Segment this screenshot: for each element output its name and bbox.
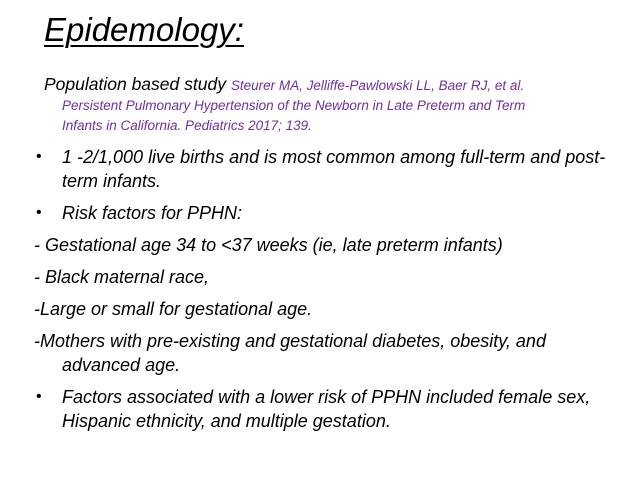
bullet-icon: • <box>36 148 42 165</box>
list-item-text: Factors associated with a lower risk of PPHN included female sex, Hispanic ethnicity, and multiple gestation. <box>62 387 591 431</box>
slide-title: Epidemology: <box>44 11 244 48</box>
content-list <box>34 145 624 441</box>
study-label: Population based study <box>44 74 226 94</box>
bullet-icon: • <box>36 204 42 221</box>
list-item-text: - Gestational age 34 to <37 weeks (ie, late preterm infants) <box>34 235 503 255</box>
list-item-text: - Black maternal race, <box>34 267 210 287</box>
study-reference <box>44 74 604 136</box>
list-item-text: -Mothers with pre-existing and gestational diabetes, obesity, and advanced age. <box>34 331 546 375</box>
citation-line-2: Persistent Pulmonary Hypertension of the Newborn in Late Preterm and Term <box>62 98 526 113</box>
list-item <box>34 385 624 433</box>
list-item <box>34 201 624 225</box>
bullet-icon: • <box>36 388 42 405</box>
citation-line-1: Steurer MA, Jelliffe-Pawlowski LL, Baer RJ, et al. <box>230 78 525 93</box>
list-item-text: -Large or small for gestational age. <box>34 299 313 319</box>
list-item <box>34 265 624 289</box>
list-item <box>34 233 624 257</box>
list-item <box>34 297 624 321</box>
list-item-text: Risk factors for PPHN: <box>62 203 243 223</box>
list-item <box>34 145 624 193</box>
citation-line-3: Infants in California. Pediatrics 2017; 139. <box>62 118 312 133</box>
list-item-text: 1 -2/1,000 live births and is most common among full-term and post-term infants. <box>62 147 606 191</box>
list-item <box>34 329 624 377</box>
